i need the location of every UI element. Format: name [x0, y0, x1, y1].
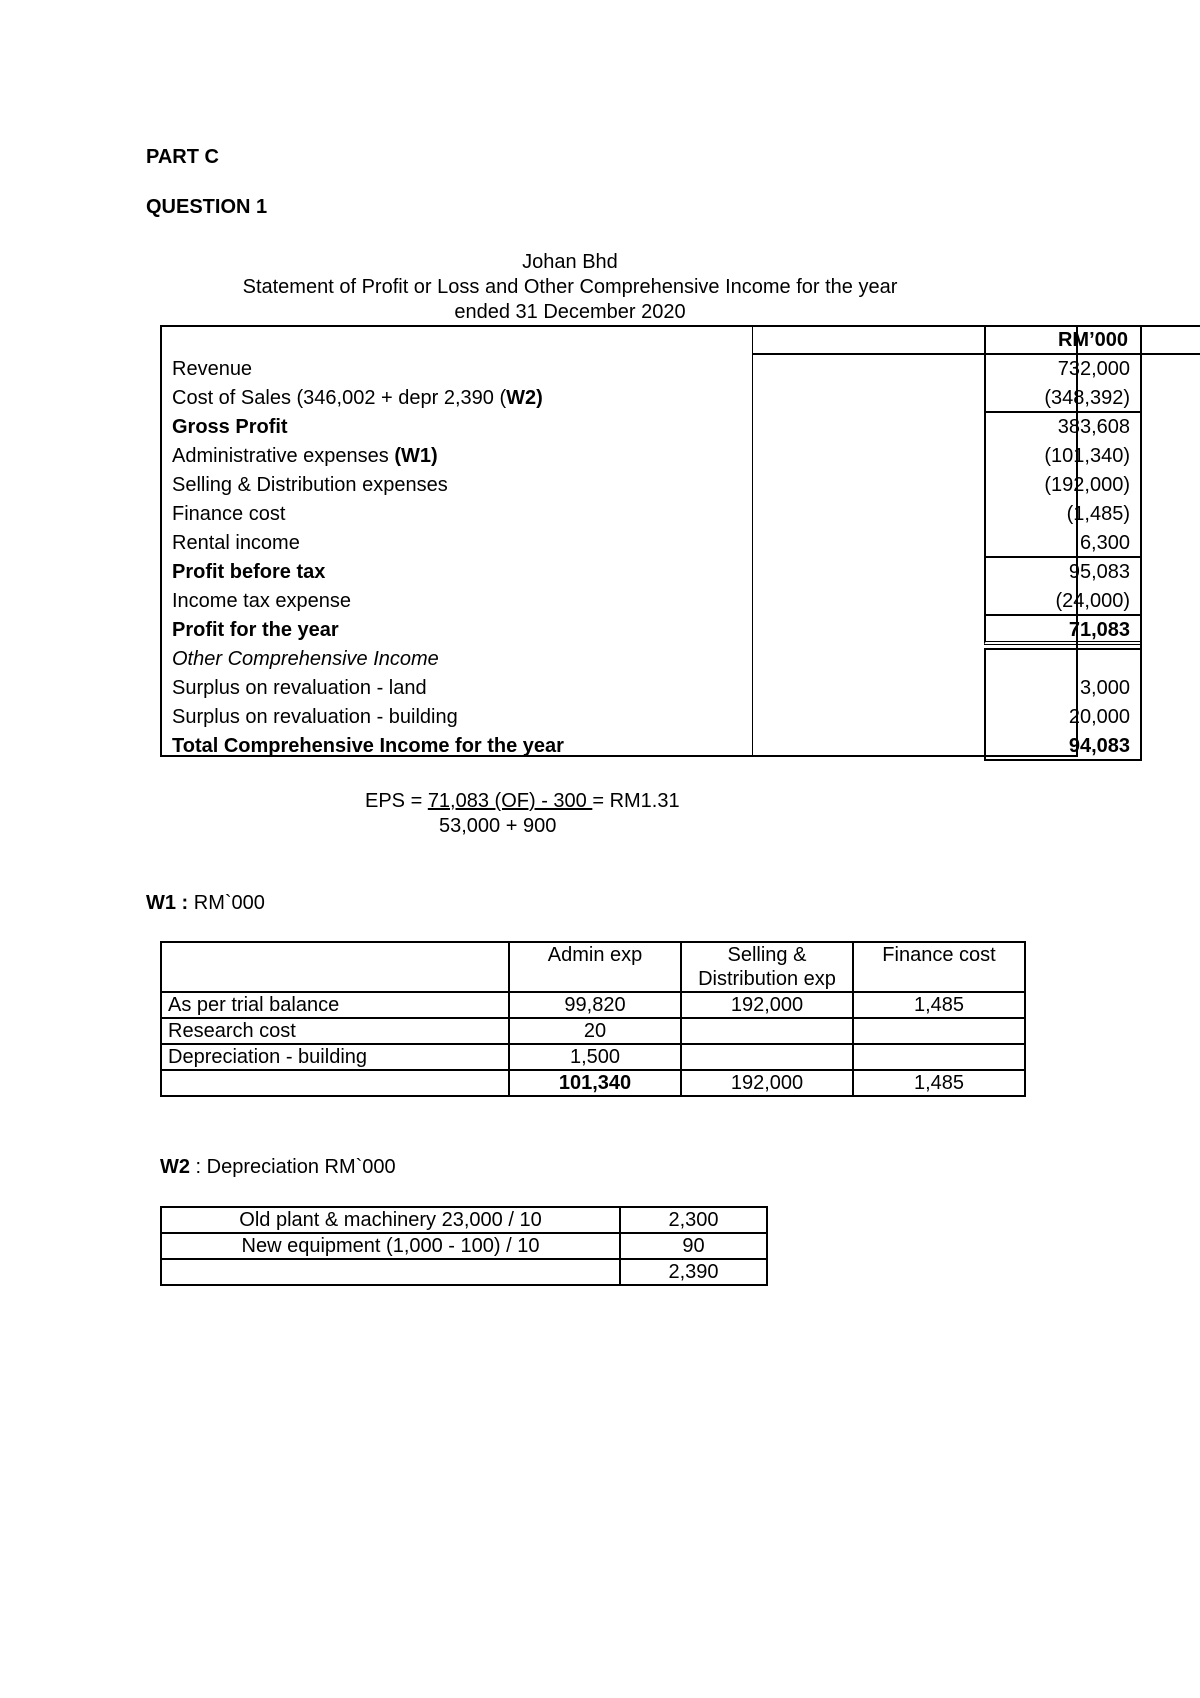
- table-header-row: [161, 942, 1025, 992]
- row-value: (192,000): [1044, 474, 1130, 496]
- row-label: Revenue: [172, 358, 253, 380]
- w1-label: W1 : RM`000: [146, 892, 265, 914]
- table-cell: 192,000: [681, 1070, 853, 1096]
- row-value: (101,340): [1044, 445, 1130, 467]
- table-cell: 101,340: [509, 1070, 681, 1096]
- w2-table: [160, 1206, 768, 1286]
- table-cell: 192,000: [681, 992, 853, 1018]
- eps-denominator: 53,000 + 900: [439, 815, 557, 837]
- row-label: Total Comprehensive Income for the year: [172, 735, 564, 757]
- header-empty-cell: [752, 325, 986, 355]
- table-cell: Research cost: [161, 1018, 509, 1044]
- header-cell: Selling & Distribution exp: [681, 942, 853, 992]
- table-cell: 1,485: [853, 1070, 1025, 1096]
- table-cell: 20: [509, 1018, 681, 1044]
- row-value: 6,300: [1079, 532, 1130, 554]
- row-label: Surplus on revaluation - land: [172, 677, 427, 699]
- row-value: 732,000: [1057, 358, 1130, 380]
- table-row: [161, 1018, 1025, 1044]
- question-heading: QUESTION 1: [146, 196, 268, 218]
- table-cell: 90: [620, 1233, 767, 1259]
- income-statement-table: [160, 325, 1130, 757]
- table-cell: [161, 1259, 620, 1285]
- eps-result: = RM1.31: [592, 790, 680, 812]
- row-label: Rental income: [172, 532, 300, 554]
- table-cell: Depreciation - building: [161, 1044, 509, 1070]
- table-row: [161, 992, 1025, 1018]
- header-cell: Finance cost: [853, 942, 1025, 992]
- header-cell: Admin exp: [509, 942, 681, 992]
- eps-formula: [365, 790, 680, 813]
- table-cell: Old plant & machinery 23,000 / 10: [161, 1207, 620, 1233]
- table-total-row: [161, 1070, 1025, 1096]
- row-value: 94,083: [1068, 735, 1130, 757]
- table-cell: New equipment (1,000 - 100) / 10: [161, 1233, 620, 1259]
- eps-numerator: 71,083 (OF) - 300: [427, 790, 593, 812]
- eps-prefix: EPS =: [365, 790, 428, 812]
- column-divider: [752, 327, 753, 755]
- row-label: Profit before tax: [172, 561, 326, 583]
- table-cell: 2,300: [620, 1207, 767, 1233]
- table-row: [161, 1233, 767, 1259]
- unit-header: RM’000: [984, 325, 1142, 355]
- table-row: [161, 1207, 767, 1233]
- row-label: Selling & Distribution expenses: [172, 474, 448, 496]
- row-value: 20,000: [1068, 706, 1130, 728]
- table-cell: 2,390: [620, 1259, 767, 1285]
- statement-values: [984, 355, 1130, 761]
- part-heading: PART C: [146, 146, 219, 168]
- row-value: 71,083: [1068, 619, 1130, 641]
- row-value: 95,083: [1068, 561, 1130, 583]
- row-value: (348,392): [1044, 387, 1130, 409]
- row-label: Gross Profit: [172, 416, 288, 438]
- statement-labels: [172, 355, 564, 761]
- row-value: (24,000): [1055, 590, 1130, 612]
- company-name: Johan Bhd: [522, 251, 618, 273]
- row-label: Other Comprehensive Income: [172, 648, 439, 670]
- row-label: Profit for the year: [172, 619, 339, 641]
- row-value: [984, 645, 1130, 674]
- table-cell: 99,820: [509, 992, 681, 1018]
- row-label: Cost of Sales (346,002 + depr 2,390 (W2): [172, 387, 543, 409]
- statement-title-line2: ended 31 December 2020: [454, 301, 686, 323]
- row-label: Income tax expense: [172, 590, 351, 612]
- table-cell: [161, 1070, 509, 1096]
- w1-table: [160, 941, 1026, 1097]
- row-value: 3,000: [1079, 677, 1130, 699]
- row-label: Surplus on revaluation - building: [172, 706, 458, 728]
- table-row: [161, 1044, 1025, 1070]
- table-cell: 1,485: [853, 992, 1025, 1018]
- w2-label: W2 : Depreciation RM`000: [160, 1156, 396, 1178]
- row-label: Finance cost: [172, 503, 286, 525]
- table-cell: As per trial balance: [161, 992, 509, 1018]
- table-total-row: [161, 1259, 767, 1285]
- row-value: 383,608: [1057, 416, 1130, 438]
- table-cell: [853, 1044, 1025, 1070]
- table-cell: [681, 1044, 853, 1070]
- statement-title-line1: Statement of Profit or Loss and Other Comprehensive Income for the year: [242, 276, 898, 298]
- row-label: Administrative expenses (W1): [172, 445, 438, 467]
- table-cell: 1,500: [509, 1044, 681, 1070]
- row-value: (1,485): [1066, 503, 1130, 525]
- table-cell: [681, 1018, 853, 1044]
- header-right-cell: [1140, 325, 1200, 355]
- right-column-divider: [1140, 327, 1142, 757]
- table-cell: [853, 1018, 1025, 1044]
- header-cell: [161, 942, 509, 992]
